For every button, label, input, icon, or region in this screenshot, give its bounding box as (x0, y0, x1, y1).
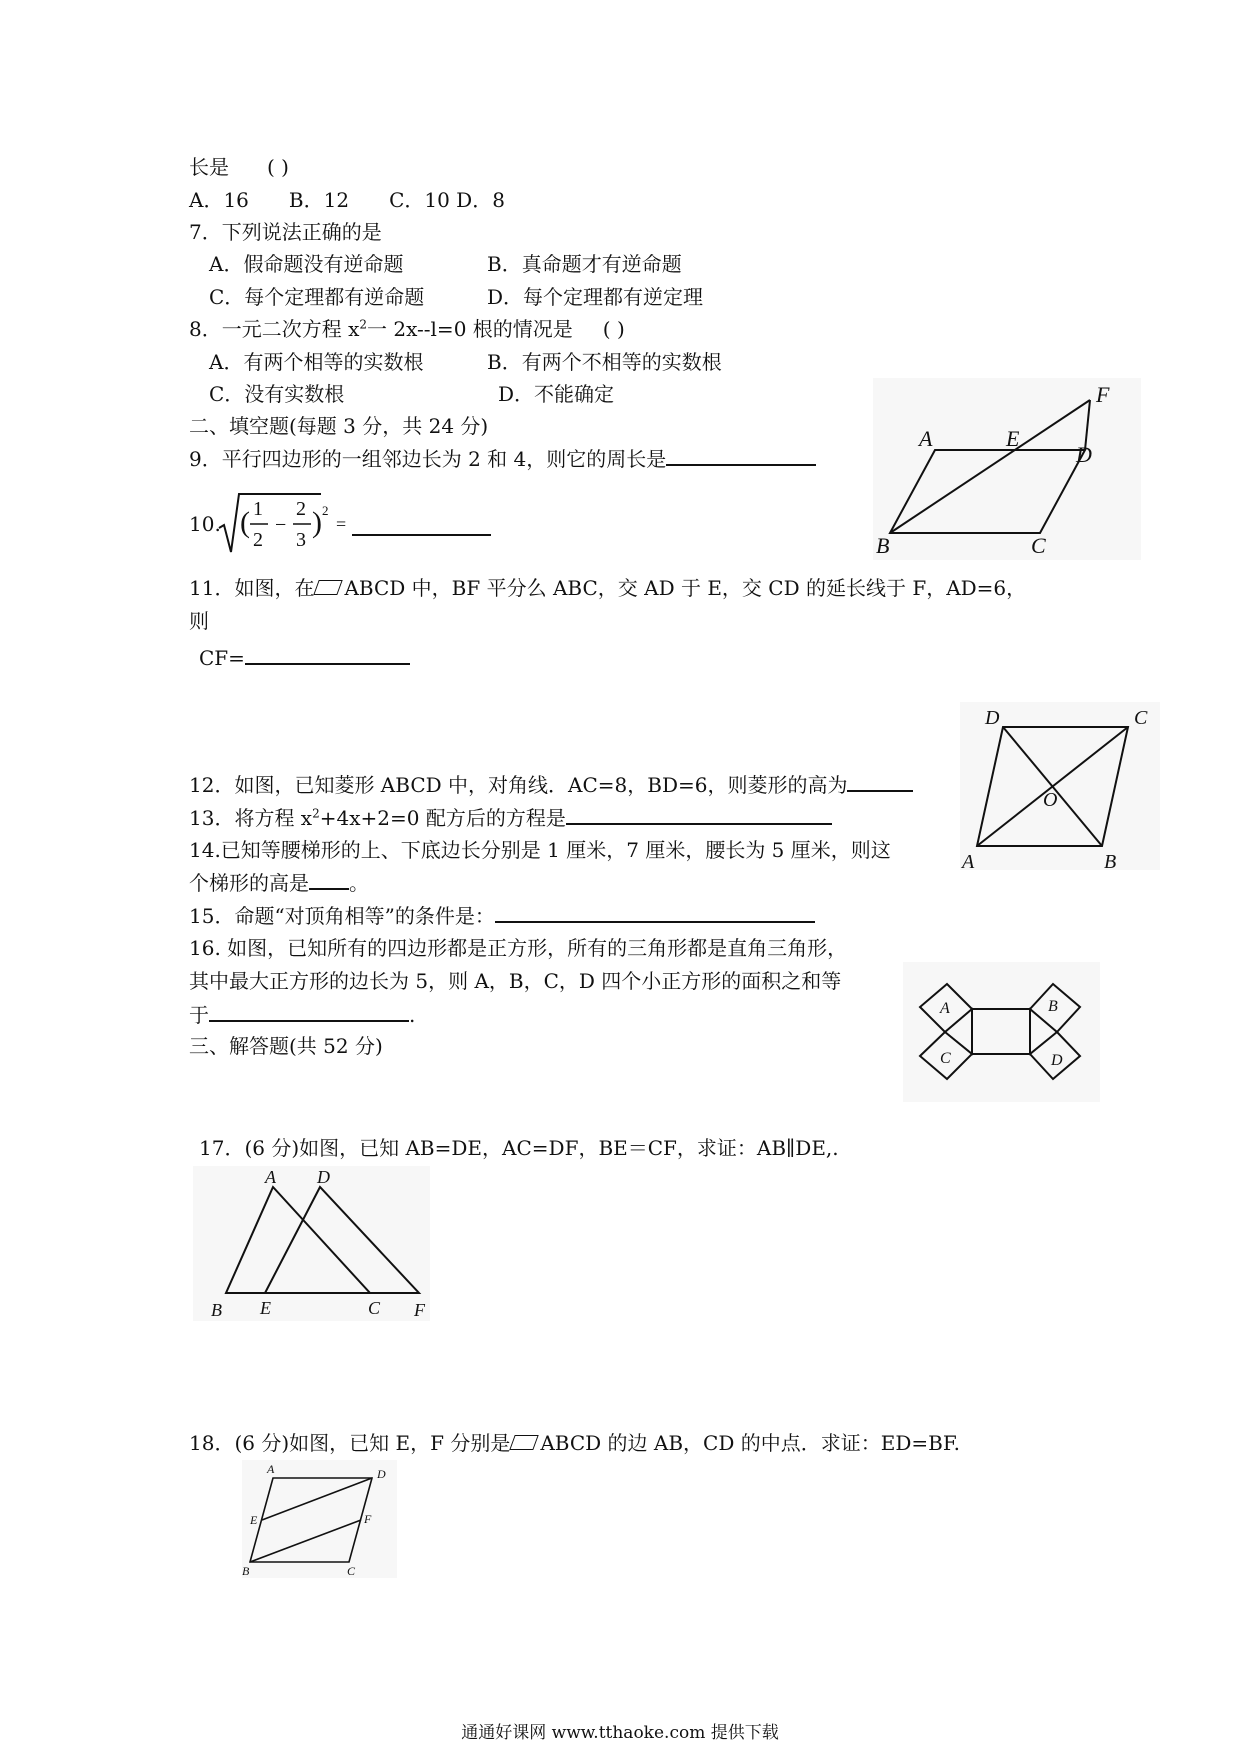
q14-line-2: 个梯形的高是 。 (189, 871, 369, 895)
q6-stem: 长是 ( ) (189, 155, 289, 179)
svg-text:=: = (336, 514, 347, 534)
fig2-label-o: O (1043, 789, 1058, 811)
q11-line-1: 11．如图，在 ABCD 中，BF 平分么 ABC，交 AD 于 E，交 CD 的延长线于 F，AD=6， (189, 576, 1027, 600)
fig4-label-b: B (211, 1300, 222, 1320)
q8-stem: 8．一元二次方程 $x^2$一 2x--l=0 根的情况是 ( ) (189, 317, 625, 341)
fig5-label-b: B (242, 1564, 250, 1578)
svg-text:(: ( (240, 506, 250, 539)
q11-line-3: CF= (199, 645, 410, 670)
figure-parallelogram-midpoints (242, 1460, 397, 1578)
q15: 15．命题“对顶角相等”的条件是： (189, 903, 815, 928)
svg-text:2: 2 (296, 498, 306, 520)
figure-2-svg (960, 702, 1160, 870)
q7-option-b: B．真命题才有逆命题 (487, 252, 682, 276)
section-2-heading: 二、填空题(每题 3 分，共 24 分) (189, 414, 489, 438)
fig5-label-a: A (267, 1462, 275, 1476)
fig2-label-d: D (985, 707, 1000, 729)
figure-5-svg (242, 1460, 397, 1578)
q7-option-c: C．每个定理都有逆命题 (209, 285, 425, 309)
fig5-label-f: F (364, 1512, 372, 1526)
fig3-label-c: C (940, 1050, 951, 1067)
svg-text:−: − (275, 514, 287, 536)
fig1-label-c: C (1031, 533, 1046, 558)
fig1-label-d: D (1076, 442, 1092, 467)
fig2-label-b: B (1104, 851, 1117, 870)
figure-3-svg (903, 962, 1100, 1102)
q16-line-2: 其中最大正方形的边长为 5，则 A，B，C，D 四个小正方形的面积之和等 (189, 969, 842, 993)
figure-parallelogram-bf (873, 378, 1141, 560)
q12: 12．如图，已知菱形 ABCD 中，对角线．AC=8，BD=6，则菱形的高为 (189, 772, 913, 797)
svg-text:2: 2 (322, 503, 329, 518)
fig4-label-f: F (414, 1300, 425, 1320)
figure-triangles (193, 1166, 430, 1321)
fig1-label-b: B (876, 533, 890, 558)
parallelogram-symbol (314, 580, 343, 595)
fig1-label-e: E (1006, 426, 1020, 451)
fig4-label-d: D (317, 1167, 330, 1187)
q9: 9．平行四边形的一组邻边长为 2 和 4，则它的周长是 (189, 446, 816, 471)
q6-options: A．16 B．12 C．10 D．8 (189, 188, 505, 212)
svg-text:2: 2 (253, 529, 263, 551)
q10-label: 10. (189, 512, 221, 536)
fig3-label-a: A (940, 1000, 950, 1017)
q16-line-1: 16. 如图，已知所有的四边形都是正方形，所有的三角形都是直角三角形， (189, 936, 848, 960)
svg-text:3: 3 (296, 529, 306, 551)
fig4-label-a: A (265, 1167, 276, 1187)
fig3-label-d: D (1051, 1052, 1063, 1069)
q18: 18．(6 分)如图，已知 E，F 分别是 ABCD 的边 AB，CD 的中点．求证：ED=BF. (189, 1431, 960, 1455)
q11-line-2: 则 (189, 609, 209, 633)
fig4-label-e: E (260, 1298, 271, 1318)
q10-radical-expression (189, 490, 509, 560)
q14-line-1: 14.已知等腰梯形的上、下底边长分别是 1 厘米，7 厘米，腰长为 5 厘米，则这 (189, 838, 891, 862)
q8-option-d: D．不能确定 (498, 382, 615, 406)
footer-source: 通通好课网 www.tthaoke.com 提供下载 (461, 1723, 779, 1743)
q7-option-a: A．假命题没有逆命题 (209, 252, 404, 276)
fig1-label-f: F (1096, 382, 1110, 407)
fig4-label-c: C (368, 1298, 381, 1318)
q8-option-b: B．有两个不相等的实数根 (487, 350, 722, 374)
svg-text:1: 1 (253, 498, 263, 520)
parallelogram-symbol-2 (510, 1435, 539, 1450)
svg-text:): ) (312, 506, 322, 539)
q7-stem: 7．下列说法正确的是 (189, 220, 382, 244)
figure-1-svg (873, 378, 1141, 560)
fig1-label-a: A (919, 426, 933, 451)
fig5-label-c: C (347, 1564, 356, 1578)
figure-squares (903, 962, 1100, 1102)
fig2-label-a: A (962, 851, 975, 870)
fig3-label-b: B (1048, 998, 1058, 1015)
q7-option-d: D．每个定理都有逆定理 (487, 285, 704, 309)
q16-line-3: 于 . (189, 1003, 416, 1027)
q8-option-c: C．没有实数根 (209, 382, 345, 406)
q10 (189, 490, 509, 560)
q17: 17．(6 分)如图，已知 AB=DE，AC=DF，BE＝CF，求证：AB∥DE,. (199, 1136, 839, 1160)
fig2-label-c: C (1134, 707, 1148, 729)
q13: 13．将方程 $x^2+4x+2=0$ 配方后的方程是 (189, 805, 832, 830)
q8-option-a: A．有两个相等的实数根 (209, 350, 424, 374)
fig5-label-d: D (377, 1467, 386, 1481)
fig5-label-e: E (250, 1513, 258, 1527)
section-3-heading: 三、解答题(共 52 分) (189, 1034, 383, 1058)
figure-4-svg (193, 1166, 430, 1321)
figure-rhombus (960, 702, 1160, 870)
